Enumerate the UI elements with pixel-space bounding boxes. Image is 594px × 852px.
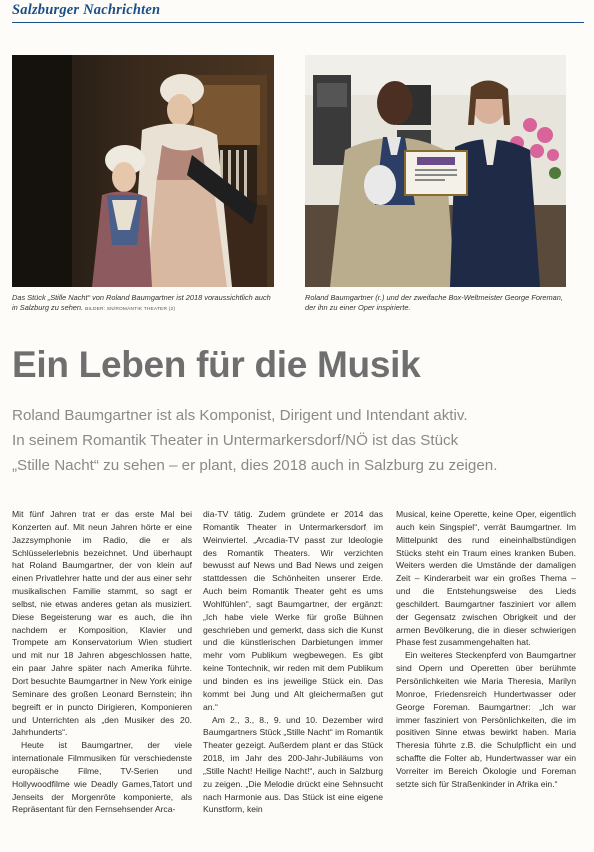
article-column-2: [203, 508, 383, 816]
photo-credit: BILDER: SN/ROMANTIK THEATER (2): [85, 307, 176, 312]
photo-caption-left: [12, 293, 277, 315]
caption-text: Das Stück „Stille Nacht“ von Roland Baumgartner ist 2018 voraussichtlich auch in Salzburg zu sehen.: [12, 293, 271, 312]
masthead: [12, 0, 584, 23]
lead-line: In seinem Romantik Theater in Untermarkersdorf/NÖ ist das Stück: [12, 432, 459, 449]
portrait-photo: [305, 55, 566, 287]
paragraph: Am 2., 3., 8., 9. und 10. Dezember wird Baumgartners Stück „Stille Nacht“ im Romantik Theater gezeigt. Außerdem plant er das Stück 2018, im Jahr des 200-Jahr-Jubiläums von „Stille Nacht! Heilige Nacht!“, auch in Salzburg zu zeigen. „Die Melodie drückt eine Sehnsucht nach Harmonie aus. Das Stück ist eine eigene Kunstform, kein: [203, 714, 383, 815]
article-lead: [12, 403, 587, 478]
paragraph: Mit fünf Jahren trat er das erste Mal bei Konzerten auf. Mit neun Jahren hörte er eine Jazzsymphonie im Radio, die er als Schlüsselerlebnis bezeichnet. Und überhaupt hat Roland Baumgartner, der von klein auf einen Privatlehrer hatte und der aus einer sehr musikalischen Familie stammt, so sagt er selbst, nie etwas anderes getan als musiziert. Diese Begeisterung war es auch, die ihn nachdem er Komposition, Klavier und Trompete am Konservatorium Wien studiert und mit nur 18 Jahren abgeschlossen hatte, ein paar Jahre später nach Amerika führte. Dort besuchte Baumgartner in New York einige Seminare des großen Leonard Bernstein; ihn begreift er in puncto Dirigieren, Komponieren und Unterrichten als „den Musiker des 20. Jahrhunderts“.: [12, 509, 192, 738]
paragraph: dia-TV tätig. Zudem gründete er 2014 das Romantik Theater in Untermarkersdorf im Weinviertel. „Arcadia-TV passt zur Ideologie des Romantik Theaters. Wir verzichten bewusst auf News und Bad News und zeigen stattdessen die Schönheiten unserer Erde. Auch beim Romantik Theater geht es ums Wohlfühlen“, sagt Baumgartner, der ergänzt: „Ich habe viele Werke für große Bühnen geschrieben und gemerkt, dass sich die Kunst und die künstlerischen Darbietungen immer mehr vom Publikum wegbewegen. Es gibt keine Tontechnik, wir reden mit dem Publikum und binden es ins jeweilige Stück ein. Das kommt bei Jung und Alt gleichermaßen gut an.“: [203, 509, 383, 712]
paragraph: Heute ist Baumgartner, der viele internationale Filmmusiken für verschiedenste europäische Filme, TV-Serien und Hollywoodfilme wie Deadly Games,Tatort und Jenseits der Morgenröte komponierte, als Repräsentant für den Fernsehsender Arca-: [12, 740, 192, 815]
article-headline: Ein Leben für die Musik: [12, 344, 421, 385]
lead-line: Roland Baumgartner ist als Komponist, Dirigent und Intendant aktiv.: [12, 407, 468, 424]
stage-photo: [12, 55, 274, 287]
article-column-1: [12, 508, 192, 816]
paragraph: Ein weiteres Steckenpferd von Baumgartner sind Opern und Operetten über berühmte Persönlichkeiten wie Maria Theresia, Marilyn Monroe, Friedensreich Hundertwasser oder George Foreman. Baumgartner: „Ich war immer fasziniert von Persönlichkeiten, die im positiven Sinne etwas bewirkt haben. Maria Theresia führte z.B. die Schulpflicht ein und schaffte die Folter ab, Hundertwasser war ein Vorreiter im Bereich Ökologie und Foreman setzte sich für Straßenkinder in Afrika ein.“: [396, 650, 576, 789]
article-column-3: [396, 508, 576, 791]
photo-caption-right: [305, 293, 570, 313]
paragraph: Musical, keine Operette, keine Oper, eigentlich auch kein Singspiel“, verrät Baumgartner. Im Mittelpunkt des rund eineinhalbstündigen Stücks steht ein Traum eines kranken Buben. Weiters werden die Umstände der damaligen Zeit – Kinderarbeit war ein großes Thema – und die Entstehungsweise des Lieds geschildert. Baumgartner fasziniert vor allem der Gegensatz zwischen Obrigkeit und der armen Bevölkerung, die in dieser schwierigen Phase fest zusammengehalten hat.: [396, 509, 576, 648]
newspaper-logo: Salzburger Nachrichten: [12, 2, 161, 18]
caption-text: Roland Baumgartner (r.) und der zweifache Box-Weltmeister George Foreman, der ihn zu einer Oper inspirierte.: [305, 293, 563, 312]
lead-line: „Stille Nacht“ zu sehen – er plant, dies 2018 auch in Salzburg zu zeigen.: [12, 457, 498, 474]
